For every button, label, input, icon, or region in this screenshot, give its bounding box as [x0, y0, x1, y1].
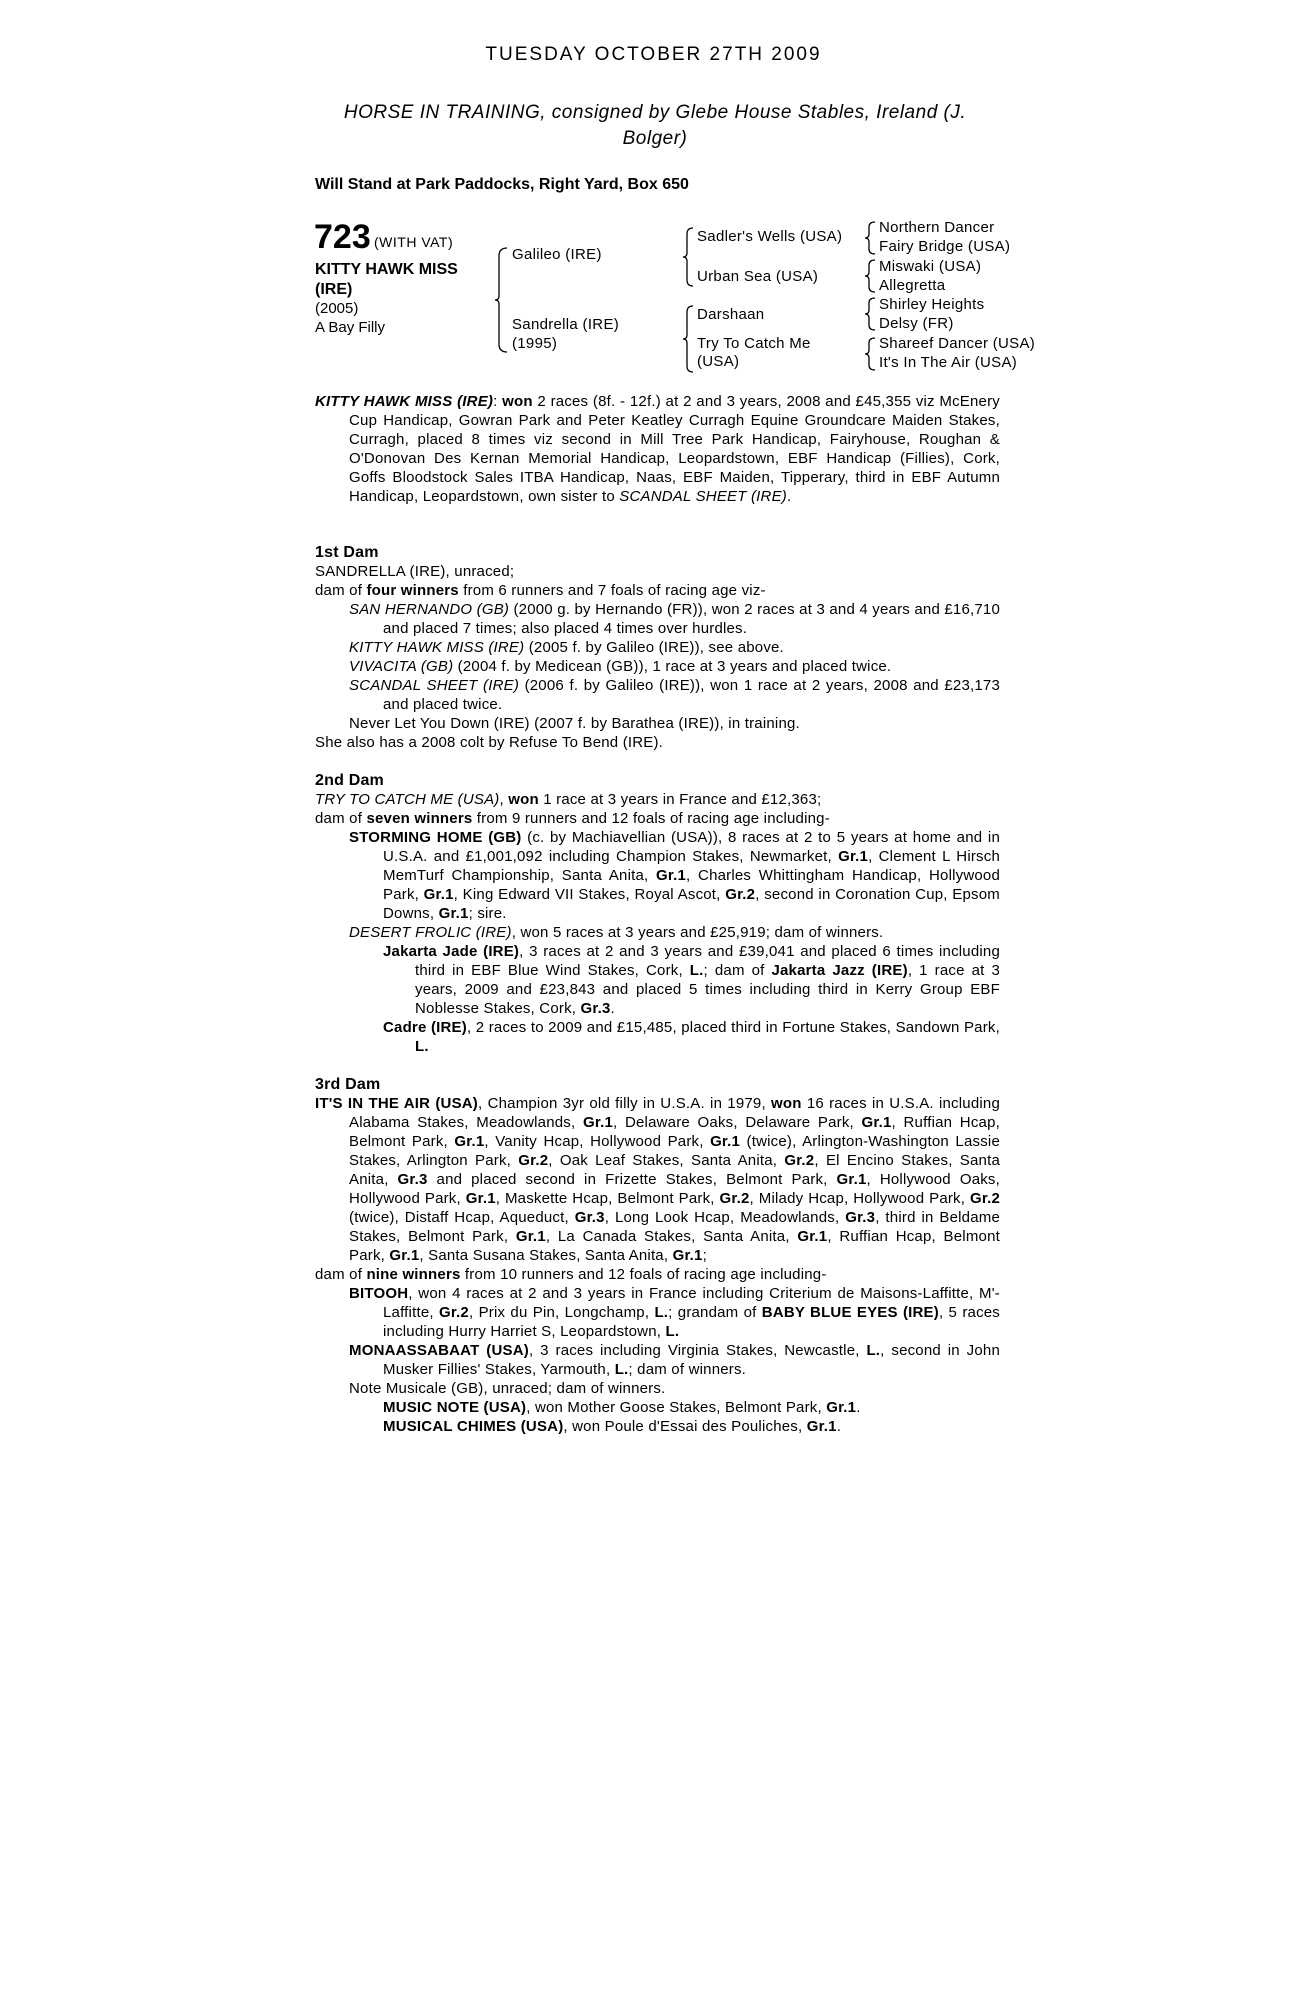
- produce-monaassabaat: MONAASSABAAT (USA), 3 races including Virginia Stakes, Newcastle, L., second in John Musker Fillies' Stakes, Yarmouth, L.; dam of winners.: [349, 1342, 1000, 1378]
- consignment-heading: [320, 100, 990, 152]
- second-dam-name: TRY TO CATCH ME (USA), won 1 race at 3 years in France and £12,363;: [315, 791, 822, 808]
- produce-never-let-you-down: Never Let You Down (IRE) (2007 f. by Barathea (IRE)), in training.: [349, 715, 800, 732]
- pedigree-dam: Sandrella (IRE): [512, 316, 620, 333]
- pedigree-sire-dam: Urban Sea (USA): [697, 268, 819, 285]
- second-dam-title: 2nd Dam: [315, 772, 384, 789]
- pedigree-dam-dam-line-2: (USA): [697, 353, 740, 370]
- pedigree-brace-gen1: [495, 246, 509, 354]
- pedigree-dam-sire: Darshaan: [697, 306, 765, 323]
- consignment-line-2: Bolger): [622, 128, 688, 149]
- first-dam-produce: dam of four winners from 6 runners and 7 foals of racing age viz-: [315, 582, 766, 599]
- pedigree-g6: Delsy (FR): [879, 315, 954, 332]
- produce-scandal-sheet: SCANDAL SHEET (IRE) (2006 f. by Galileo (IRE)), won 1 race at 2 years, 2008 and £23,173 and placed twice.: [349, 677, 1000, 713]
- summary-sister: SCANDAL SHEET (IRE): [619, 488, 787, 505]
- pedigree-g5: Shirley Heights: [879, 296, 985, 313]
- produce-note-musicale: Note Musicale (GB), unraced; dam of winners.: [349, 1380, 666, 1397]
- pedigree-g7: Shareef Dancer (USA): [879, 335, 1036, 352]
- horse-description: A Bay Filly: [315, 319, 386, 336]
- produce-desert-frolic: DESERT FROLIC (IRE), won 5 races at 3 years and £25,919; dam of winners.: [349, 924, 884, 941]
- pedigree-brace-sire: [683, 226, 695, 288]
- produce-san-hernando: SAN HERNANDO (GB) (2000 g. by Hernando (FR)), won 2 races at 3 and 4 years and £16,710 and placed 7 times; also placed 4 times over hurdles.: [349, 601, 1000, 637]
- pedigree-brace-g3: [865, 296, 877, 332]
- produce-cadre: Cadre (IRE), 2 races to 2009 and £15,485, placed third in Fortune Stakes, Sandown Park, L.: [383, 1019, 1000, 1055]
- produce-music-note: MUSIC NOTE (USA), won Mother Goose Stakes, Belmont Park, Gr.1.: [383, 1399, 861, 1416]
- second-dam-section: [315, 771, 1000, 1056]
- horse-name: [315, 260, 458, 300]
- third-dam-title: 3rd Dam: [315, 1076, 381, 1093]
- produce-vivacita: VIVACITA (GB) (2004 f. by Medicean (GB)), 1 race at 3 years and placed twice.: [349, 658, 892, 675]
- pedigree-brace-g2: [865, 258, 877, 294]
- sale-date: TUESDAY OCTOBER 27TH 2009: [485, 44, 822, 65]
- produce-jakarta-jade: Jakarta Jade (IRE), 3 races at 2 and 3 years and £39,041 and placed 6 times including third in EBF Blue Wind Stakes, Cork, L.; dam of Jakarta Jazz (IRE), 1 race at 3 years, 2009 and £23,843 and placed 5 times including third in Kerry Group EBF Noblesse Stakes, Cork, Gr.3.: [383, 943, 1000, 1017]
- pedigree-g8: It's In The Air (USA): [879, 354, 1018, 371]
- summary-horse-name: KITTY HAWK MISS (IRE): [315, 393, 494, 410]
- consignment-line-1: HORSE IN TRAINING, consigned by Glebe House Stables, Ireland (J.: [343, 102, 967, 123]
- pedigree-brace-dam: [683, 304, 695, 374]
- produce-bitooh: BITOOH, won 4 races at 2 and 3 years in France including Criterium de Maisons-Laffitte, M'-Laffitte, Gr.2, Prix du Pin, Longchamp, L.; grandam of BABY BLUE EYES (IRE), 5 races including Hurry Harriet S, Leopardstown, L.: [349, 1285, 1001, 1340]
- first-dam-title: 1st Dam: [315, 544, 379, 561]
- produce-musical-chimes: MUSICAL CHIMES (USA), won Poule d'Essai des Pouliches, Gr.1.: [383, 1418, 842, 1435]
- pedigree-g3: Miswaki (USA): [879, 258, 982, 275]
- first-dam-name: SANDRELLA (IRE), unraced;: [315, 563, 515, 580]
- horse-name-line-2: (IRE): [315, 281, 353, 298]
- race-record-summary: KITTY HAWK MISS (IRE): won 2 races (8f. - 12f.) at 2 and 3 years, 2008 and £45,355 viz McEnery Cup Handicap, Gowran Park and Peter Keatley Curragh Equine Groundcare Maiden Stakes, Curragh, placed 8 times viz second in Mill Tree Park Handicap, Fairyhouse, Roughan & O'Donovan Des Kernan Memorial Handicap, Leopardstown, EBF Handicap (Fillies), Cork, Goffs Bloodstock Sales ITBA Handicap, Naas, EBF Maiden, Tipperary, third in EBF Autumn Handicap, Leopardstown, own sister to SCANDAL SHEET (IRE).: [315, 393, 1000, 505]
- first-dam-section: [315, 543, 1000, 752]
- vat-label: (WITH VAT): [374, 234, 454, 250]
- third-dam-produce: dam of nine winners from 10 runners and 12 foals of racing age including-: [315, 1266, 827, 1283]
- foaling-year: (2005): [315, 300, 359, 317]
- horse-name-line-1: KITTY HAWK MISS: [315, 261, 458, 278]
- third-dam-record: IT'S IN THE AIR (USA), Champion 3yr old filly in U.S.A. in 1979, won 16 races in U.S.A. including Alabama Stakes, Meadowlands, Gr.1, Delaware Oaks, Delaware Park, Gr.1, Ruffian Hcap, Belmont Park, Gr.1, Vanity Hcap, Hollywood Park, Gr.1 (twice), Arlington-Washington Lassie Stakes, Arlington Park, Gr.2, Oak Leaf Stakes, Santa Anita, Gr.2, El Encino Stakes, Santa Anita, Gr.3 and placed second in Frizette Stakes, Belmont Park, Gr.1, Hollywood Oaks, Hollywood Park, Gr.1, Maskette Hcap, Belmont Park, Gr.2, Milady Hcap, Hollywood Park, Gr.2 (twice), Distaff Hcap, Aqueduct, Gr.3, Long Look Hcap, Meadowlands, Gr.3, third in Beldame Stakes, Belmont Park, Gr.1, La Canada Stakes, Santa Anita, Gr.1, Ruffian Hcap, Belmont Park, Gr.1, Santa Susana Stakes, Santa Anita, Gr.1;: [315, 1095, 1001, 1264]
- third-dam-section: [315, 1075, 1000, 1436]
- stand-location: Will Stand at Park Paddocks, Right Yard, Box 650: [315, 176, 689, 193]
- pedigree-brace-g4: [865, 336, 877, 372]
- pedigree-g1: Northern Dancer: [879, 219, 995, 236]
- produce-storming-home: STORMING HOME (GB) (c. by Machiavellian (USA)), 8 races at 2 to 5 years at home and in U.S.A. and £1,001,092 including Champion Stakes, Newmarket, Gr.1, Clement L Hirsch MemTurf Championship, Santa Anita, Gr.1, Charles Whittingham Handicap, Hollywood Park, Gr.1, King Edward VII Stakes, Royal Ascot, Gr.2, second in Coronation Cup, Epsom Downs, Gr.1; sire.: [349, 829, 1000, 922]
- pedigree-sire-sire: Sadler's Wells (USA): [697, 228, 843, 245]
- lot-number: 723: [314, 218, 371, 256]
- pedigree-dam-dam-line-1: Try To Catch Me: [697, 335, 811, 352]
- produce-kitty-hawk-miss: KITTY HAWK MISS (IRE) (2005 f. by Galileo (IRE)), see above.: [349, 639, 784, 656]
- first-dam-also: She also has a 2008 colt by Refuse To Bend (IRE).: [315, 734, 664, 751]
- second-dam-produce: dam of seven winners from 9 runners and 12 foals of racing age including-: [315, 810, 830, 827]
- pedigree-dam-year: (1995): [512, 335, 558, 352]
- pedigree-brace-g1: [865, 220, 877, 256]
- pedigree-g4: Allegretta: [879, 277, 946, 294]
- pedigree-g2: Fairy Bridge (USA): [879, 238, 1011, 255]
- pedigree-sire: Galileo (IRE): [512, 246, 602, 263]
